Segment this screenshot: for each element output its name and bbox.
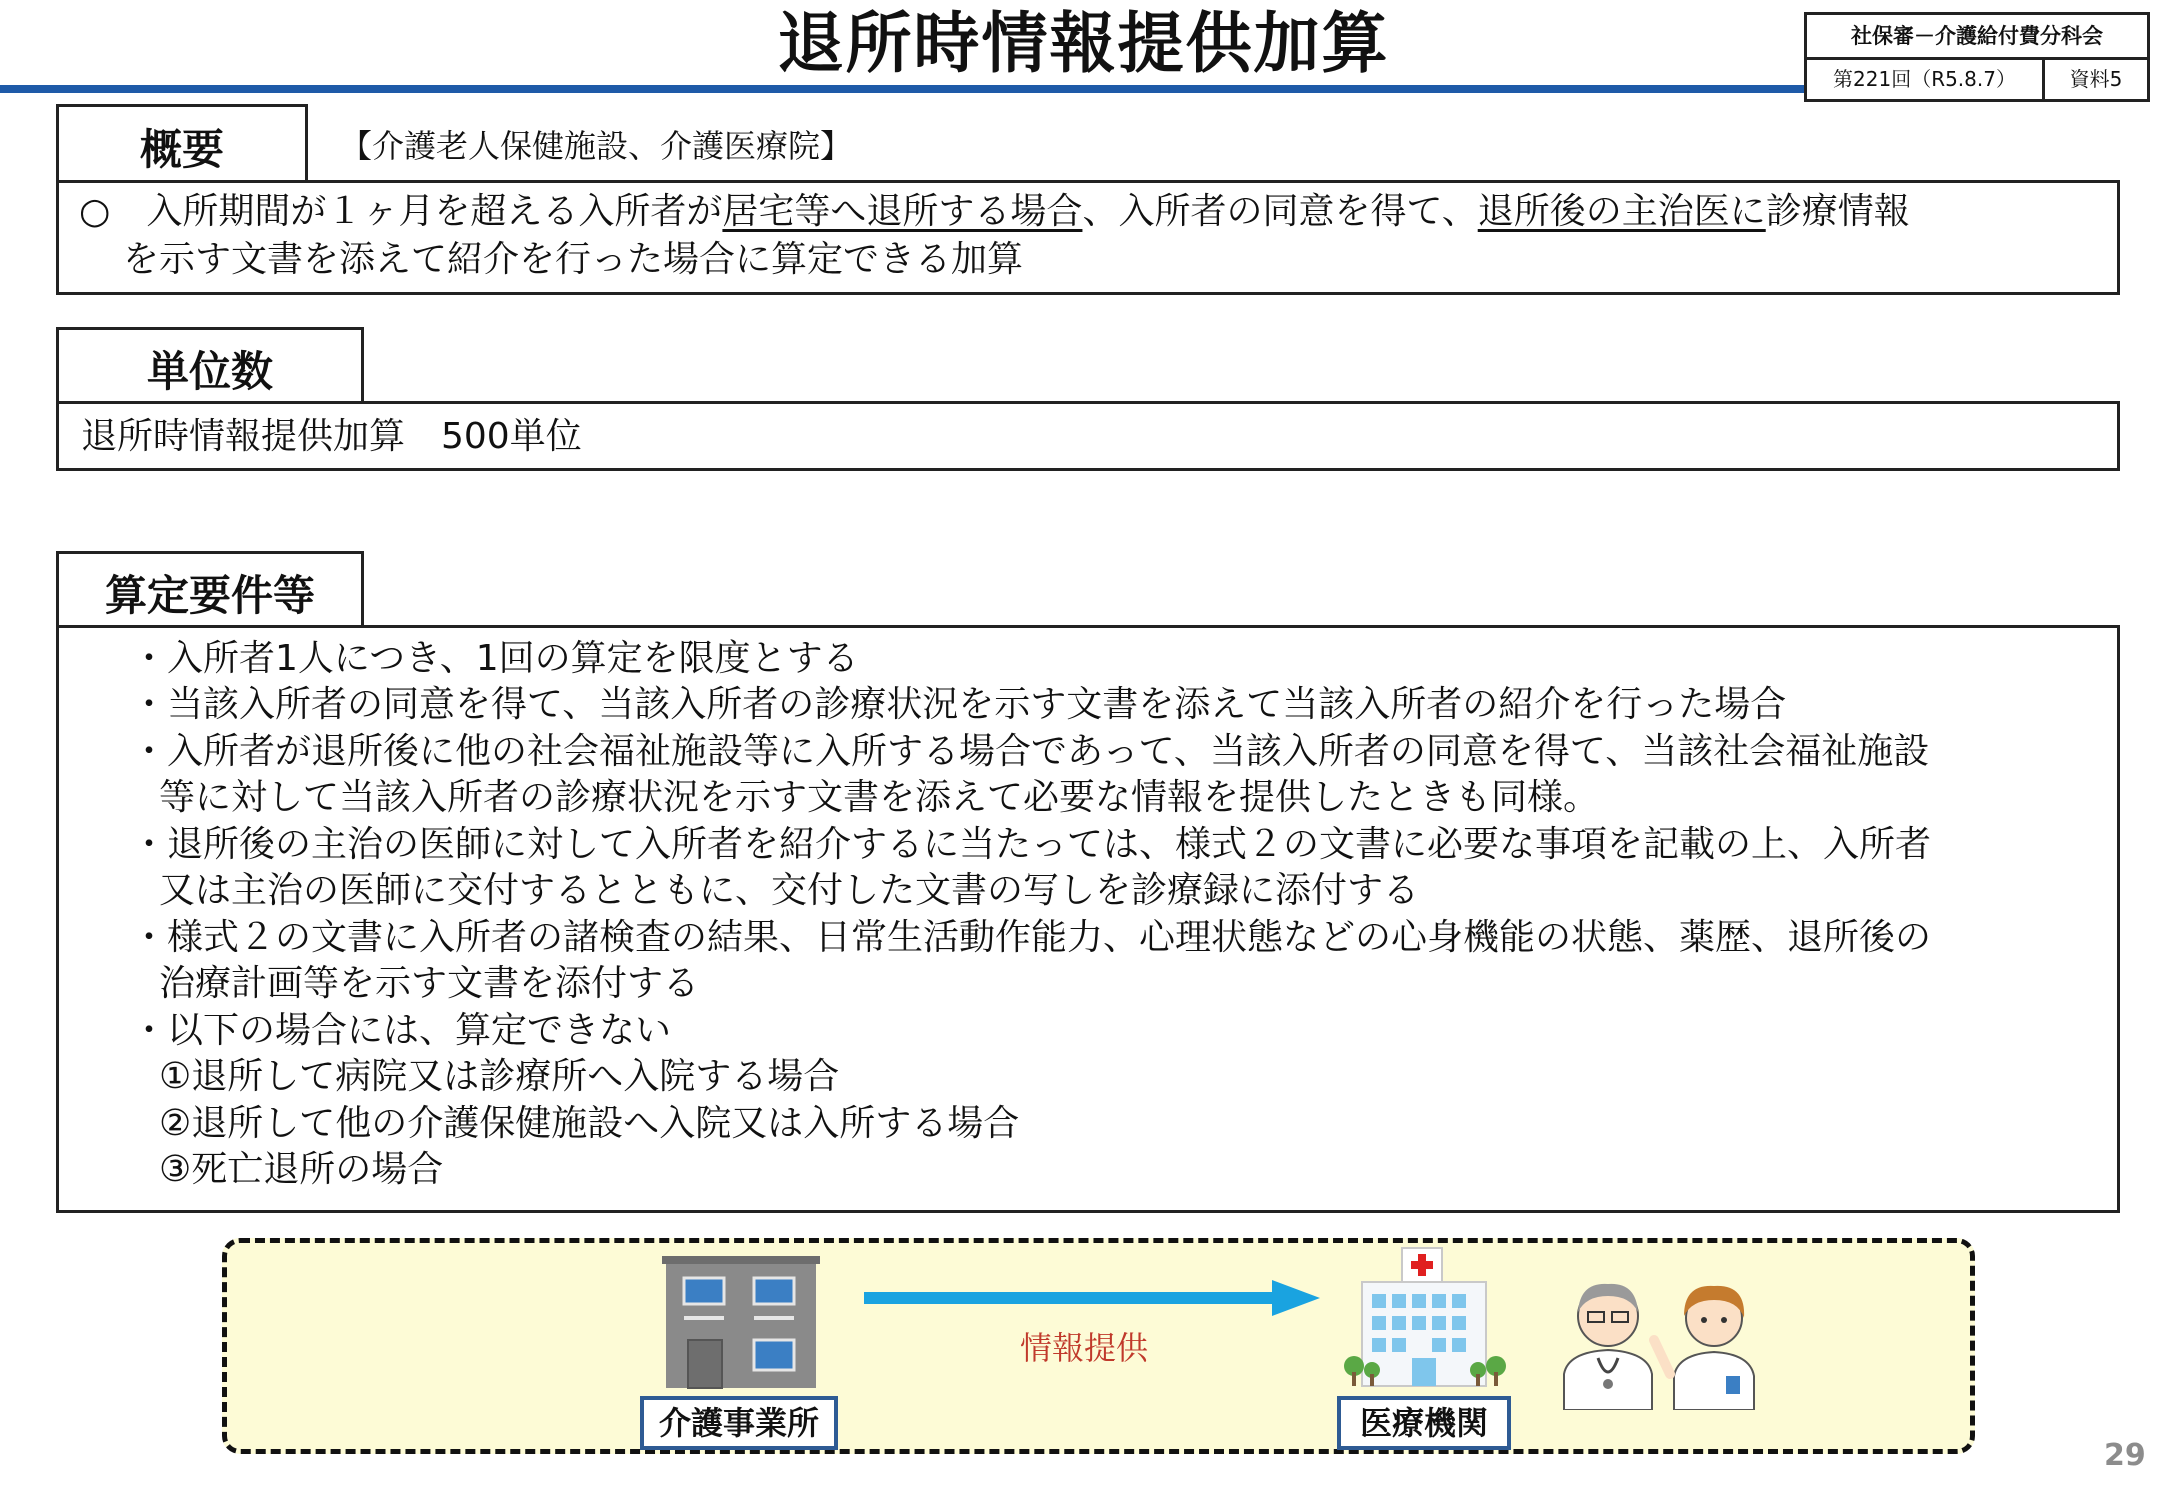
care-facility-building-icon — [660, 1254, 820, 1392]
underlined-text: 居宅等へ退所する場合 — [722, 191, 1083, 232]
care-facility-label: 介護事業所 — [640, 1396, 838, 1450]
requirement-line: ・以下の場合には、算定できない — [131, 1010, 672, 1051]
requirement-line: 等に対して当該入所者の診療状況を示す文書を添えて必要な情報を提供したときも同様。 — [159, 777, 1600, 818]
session-label: 第221回（R5.8.7） — [1807, 60, 2045, 99]
meta-box — [1804, 12, 2150, 102]
doctor-1 — [1564, 1284, 1652, 1410]
requirement-line: ③死亡退所の場合 — [159, 1149, 444, 1190]
requirements-box — [56, 625, 2120, 1213]
hospital-icon — [1340, 1244, 1510, 1392]
units-text: 退所時情報提供加算 500単位 — [81, 416, 582, 457]
material-label: 資料5 — [2069, 67, 2123, 91]
overview-tab: 概要 — [56, 104, 308, 182]
underlined-text: 退所後の主治医に — [1477, 191, 1766, 232]
overview-text: ○ 入所期間が１ヶ月を超える入所者が — [79, 191, 723, 232]
medical-institution-label: 医療機関 — [1337, 1396, 1511, 1450]
flow-arrow-icon — [864, 1278, 1324, 1318]
overview-line-1 — [79, 189, 1910, 235]
page-title: 退所時情報提供加算 — [777, 5, 1390, 82]
page-number: 29 — [2104, 1438, 2146, 1473]
requirement-line: ・当該入所者の同意を得て、当該入所者の診療状況を示す文書を添えて当該入所者の紹介を行った場合 — [131, 684, 1787, 725]
requirement-line: ①退所して病院又は診療所へ入院する場合 — [159, 1056, 840, 1097]
overview-box — [56, 180, 2120, 295]
requirement-line: ・入所者1人につき、1回の算定を限度とする — [131, 638, 859, 679]
overview-text: 、入所者の同意を得て、 — [1082, 191, 1478, 232]
committee-label: 社保審－介護給付費分科会 — [1807, 15, 2147, 60]
units-tab: 単位数 — [56, 327, 364, 403]
requirement-line: ・入所者が退所後に他の社会福祉施設等に入所する場合であって、当該入所者の同意を得て、当該社会福祉施設 — [131, 731, 1930, 772]
units-box — [56, 401, 2120, 471]
overview-text: 診療情報 — [1765, 191, 1910, 232]
requirement-line: ②退所して他の介護保健施設へ入院又は入所する場合 — [159, 1103, 1020, 1144]
information-provision-label: 情報提供 — [1020, 1329, 1149, 1367]
requirement-line: 治療計画等を示す文書を添付する — [159, 963, 700, 1004]
doctors-icon — [1550, 1266, 1780, 1410]
title-underline — [0, 85, 1820, 93]
requirement-line: ・退所後の主治の医師に対して入所者を紹介するに当たっては、様式２の文書に必要な事項を記載の上、入所者 — [131, 824, 1932, 865]
facility-types: 【介護老人保健施設、介護医療院】 — [340, 127, 853, 165]
doctor-2 — [1654, 1286, 1754, 1410]
requirement-line: ・様式２の文書に入所者の諸検査の結果、日常生活動作能力、心理状態などの心身機能の状態、薬歴、退所後の — [131, 917, 1932, 958]
overview-line-2: を示す文書を添えて紹介を行った場合に算定できる加算 — [123, 239, 1024, 280]
requirements-tab: 算定要件等 — [56, 551, 364, 627]
requirement-line: 又は主治の医師に交付するとともに、交付した文書の写しを診療録に添付する — [159, 870, 1420, 911]
